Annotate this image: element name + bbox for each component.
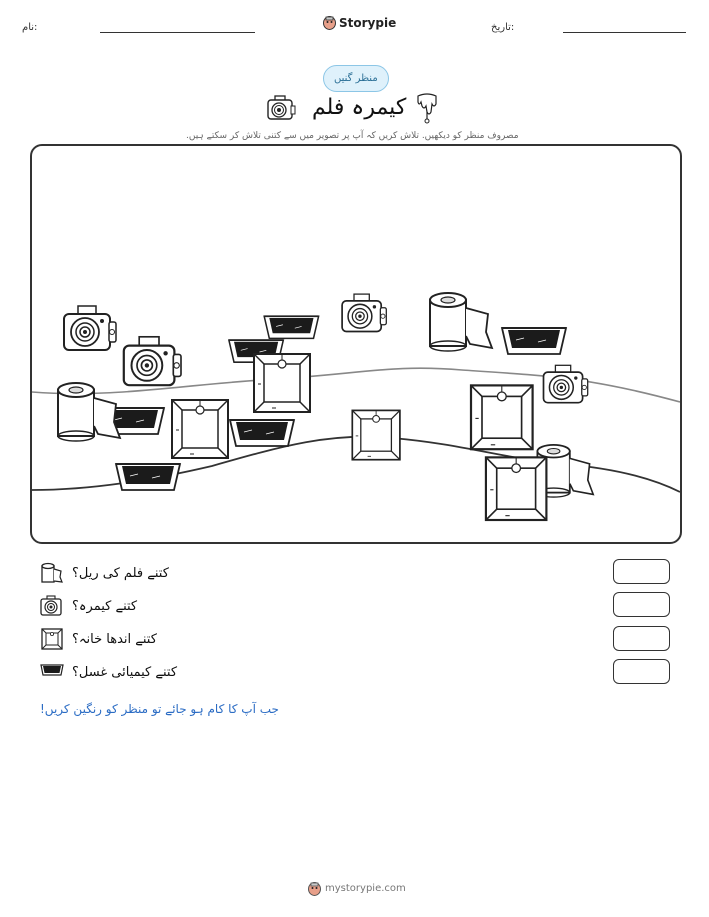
scene-darkroom	[471, 385, 533, 449]
color-instruction: جب آپ کا کام ہو جائے تو منظر کو رنگین کریں!	[40, 702, 279, 716]
question-darkroom: کتنے اندھا خانہ؟	[72, 632, 157, 647]
site-footer	[308, 881, 406, 896]
scene-illustration	[32, 146, 680, 542]
answer-box-camera[interactable]	[613, 592, 670, 617]
scene-film-roll	[58, 383, 120, 441]
film-drip-icon	[415, 92, 439, 124]
scene-darkroom	[254, 354, 310, 412]
date-line[interactable]	[563, 32, 686, 33]
scene-film-roll	[430, 293, 492, 351]
camera-icon	[266, 94, 296, 122]
chemical-bath-icon	[40, 660, 64, 680]
name-label: نام:	[22, 22, 38, 33]
name-line[interactable]	[100, 32, 255, 33]
scene-darkroom	[172, 400, 228, 458]
instructions: مصروف منظر کو دیکھیں. تلاش کریں کہ آپ پر تصویر میں سے کتنی تلاش کر سکتے ہیں.	[186, 131, 519, 141]
scene-darkroom	[486, 457, 546, 520]
scene-camera	[342, 294, 386, 331]
count-scene-badge: منظر گنیں	[323, 65, 389, 92]
film-roll-icon	[40, 561, 64, 585]
scene-chemical-bath	[230, 420, 294, 446]
site-url[interactable]: mystorypie.com	[325, 883, 406, 894]
darkroom-icon	[40, 627, 64, 651]
scene-camera	[544, 365, 588, 402]
answer-box-darkroom[interactable]	[613, 626, 670, 651]
page-title: کیمرہ فلم	[312, 95, 407, 120]
brand-name: Storypie	[339, 15, 397, 30]
answer-box-chemical-bath[interactable]	[613, 659, 670, 684]
storypie-mascot-icon	[308, 881, 321, 896]
question-chemical-bath: کتنے کیمیائی غسل؟	[72, 665, 178, 680]
scene-chemical-bath	[264, 316, 318, 338]
storypie-mascot-icon	[323, 15, 336, 30]
question-film-roll: کتنے فلم کی ریل؟	[72, 566, 169, 581]
scene-chemical-bath	[502, 328, 566, 354]
scene-frame	[30, 144, 682, 544]
scene-chemical-bath	[116, 464, 180, 490]
scene-darkroom	[352, 410, 400, 459]
brand-logo	[323, 15, 396, 30]
answer-box-film-roll[interactable]	[613, 559, 670, 584]
date-label: تاریخ:	[491, 22, 515, 33]
scene-camera	[124, 337, 181, 385]
camera-icon	[40, 594, 64, 618]
scene-camera	[64, 306, 116, 350]
question-camera: کتنے کیمرہ؟	[72, 599, 138, 614]
